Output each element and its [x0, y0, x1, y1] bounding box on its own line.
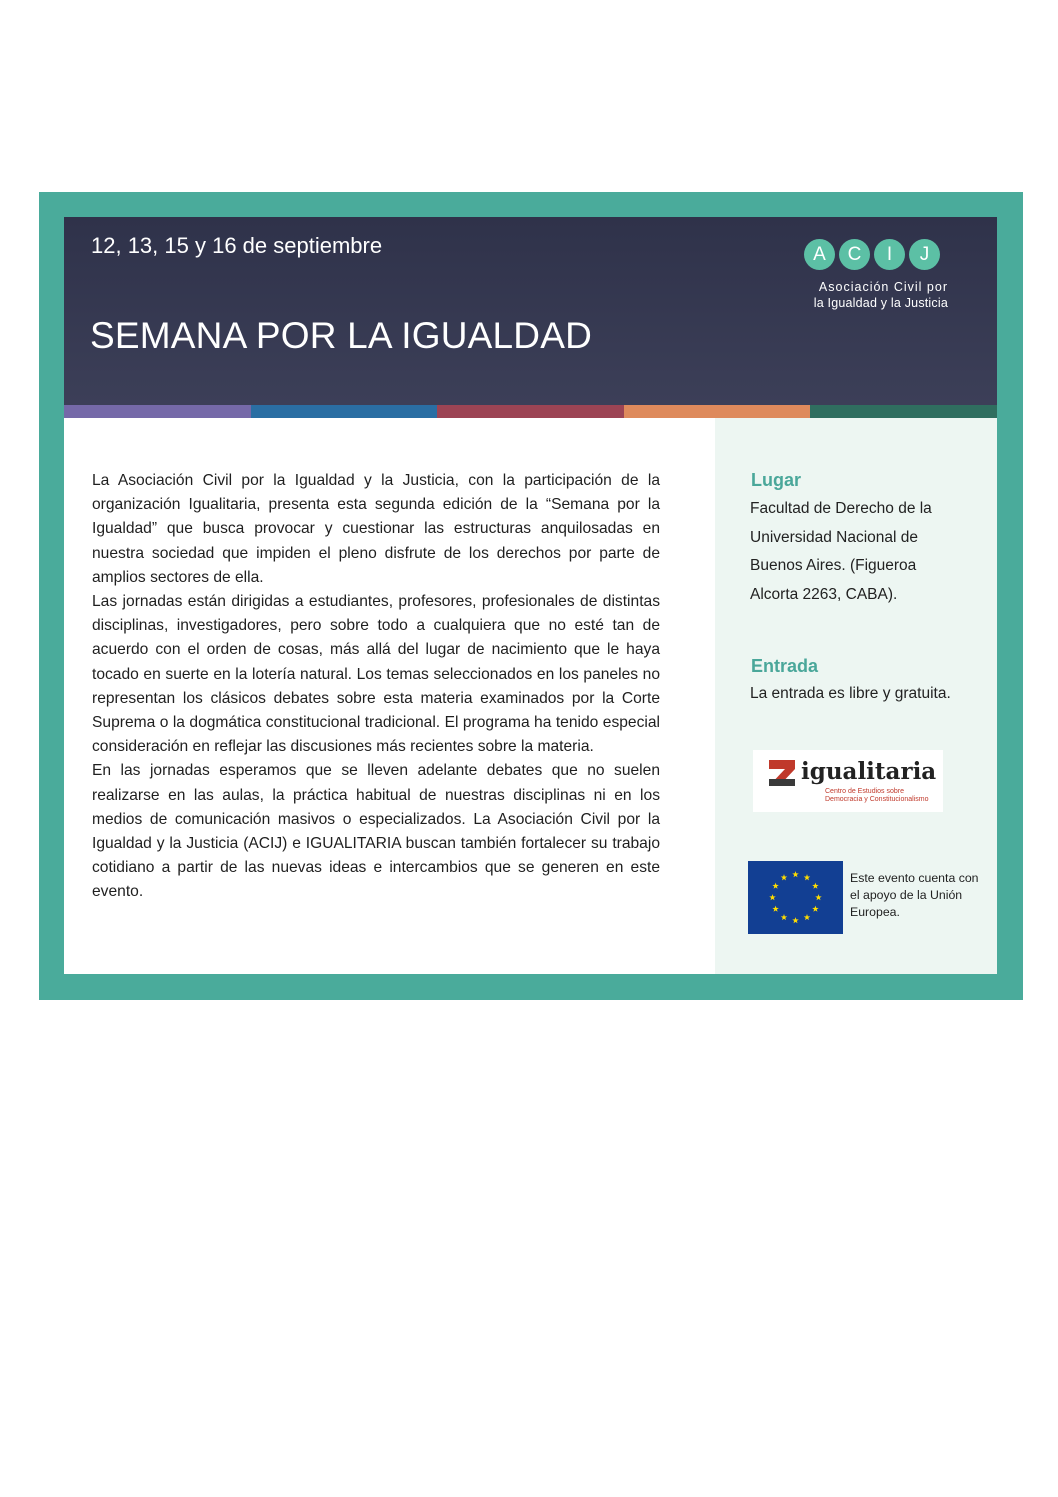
description-paragraph-2: Las jornadas están dirigidas a estudiantes, profesores, profesionales de distintas disciplinas, investigadores, pero sobre todo a cualquiera que no esté tan de acuerdo con el orden de cosas, más allá del lugar de nacimiento que le haya tocado en suerte en la lotería natural. Los temas seleccionados en los paneles no representan los clásicos debates sobre esta materia examinados por la Corte Suprema o la dogmática constitucional tradicional. El programa ha tenido especial consideración en reflejar las discusiones más recientes sobre la materia. [92, 593, 660, 756]
entrada-heading: Entrada [751, 656, 819, 676]
info-sidebar [715, 418, 997, 974]
stripe-purple [64, 405, 251, 418]
page-title: SEMANA POR LA IGUALDAD [90, 315, 593, 356]
igualitaria-sub-line-2: Democracia y Constitucionalismo [825, 796, 929, 803]
igualitaria-sub-line-1: Centro de Estudios sobre [825, 788, 904, 795]
description-paragraph-3: En las jornadas esperamos que se lleven adelante debates que no suelen realizarse en las aulas, la práctica habitual de nuestras disciplinas ni en los medios de comunicación masivos o especializados. La Asociación Civil por la Igualdad y la Justicia (ACIJ) e IGUALITARIA buscan también fortalecer su trabajo cotidiano a partir de las nuevas ideas e intercambios que se generen en este evento. [92, 762, 660, 901]
stripe-wine [437, 405, 624, 418]
poster-frame [39, 192, 1023, 1000]
stripe-blue [251, 405, 438, 418]
logo-letter-c: C [839, 239, 870, 270]
lugar-text: Facultad de Derecho de la Universidad Nacional de Buenos Aires. (Figueroa Alcorta 2263, CABA). [750, 500, 932, 603]
stripe-orange [624, 405, 811, 418]
description [92, 469, 660, 905]
header [64, 217, 997, 405]
description-paragraph-1: La Asociación Civil por la Igualdad y la Justicia, con la participación de la organización Igualitaria, presenta esta segunda edición de la “Semana por la Igualdad” que busca provocar y cuestionar las estructuras anquilosadas en nuestra sociedad que impiden el pleno disfrute de los derechos por parte de amplios sectores de ella. [92, 472, 660, 586]
event-dates: 12, 13, 15 y 16 de septiembre [91, 233, 383, 258]
stripe-green [810, 405, 997, 418]
igualitaria-word: igualitaria [801, 758, 937, 785]
color-stripes [64, 405, 997, 418]
poster-card [64, 217, 997, 974]
logo-name-line-1: Asociación Civil por [818, 280, 948, 294]
logo-letter-a: A [804, 239, 835, 270]
acij-logo [802, 239, 962, 310]
igualitaria-logo [753, 750, 943, 812]
entrada-text: La entrada es libre y gratuita. [750, 685, 951, 702]
logo-letter-j: J [909, 239, 940, 270]
igualitaria-mark-icon [769, 760, 795, 786]
logo-name-line-2: la Igualdad y la Justicia [813, 296, 948, 310]
logo-letter-i: I [874, 239, 905, 270]
igualitaria-subtitle [825, 788, 935, 804]
eu-flag-icon [748, 861, 843, 934]
acij-logo-circles [804, 239, 962, 270]
eu-support-text: Este evento cuenta con el apoyo de la Unión Europea. [850, 871, 979, 919]
lugar-heading: Lugar [751, 470, 802, 490]
